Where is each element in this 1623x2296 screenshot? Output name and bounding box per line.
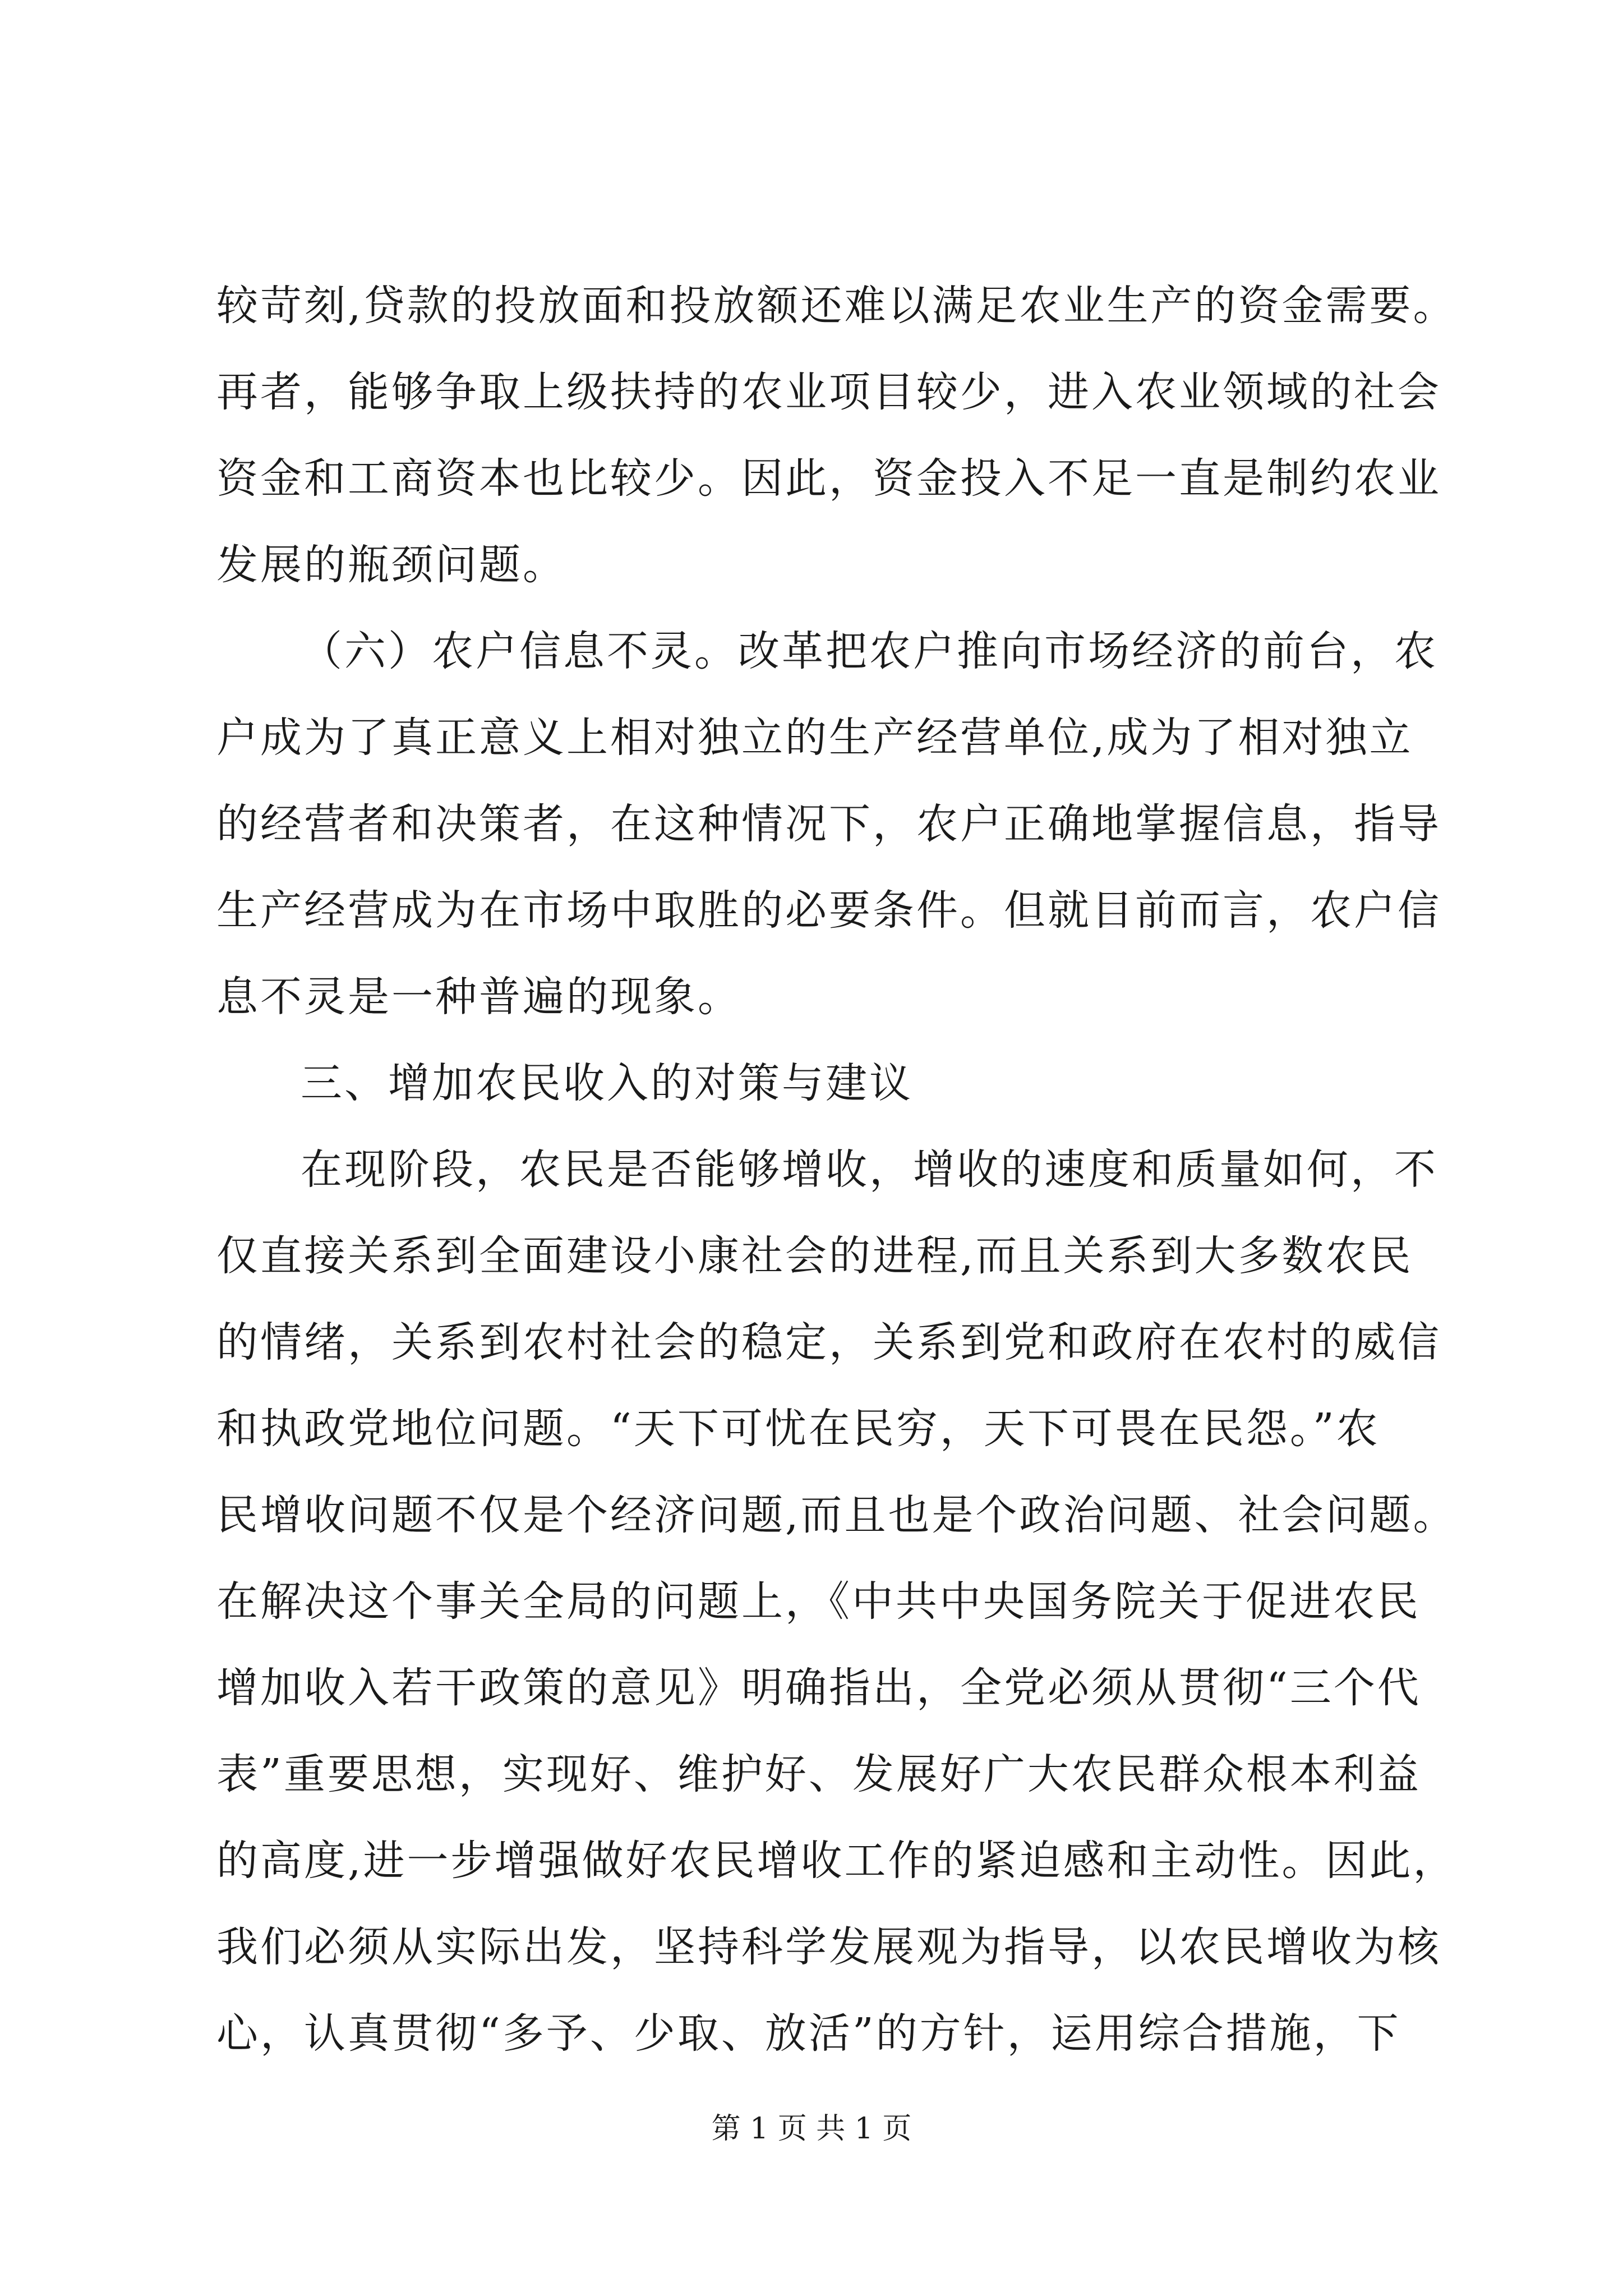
text-line: 仅直接关系到全面建设小康社会的进程,而且关系到大多数农民 [216, 1232, 1413, 1280]
text-line: 的情绪，关系到农村社会的稳定，关系到党和政府在农村的威信 [216, 1318, 1441, 1366]
text-line: 增加收入若干政策的意见》明确指出，全党必须从贯彻“三个代 [216, 1664, 1421, 1712]
text-line: 民增收问题不仅是个经济问题,而且也是个政治问题、社会问题。 [216, 1491, 1457, 1539]
section-heading: 三、增加农民收入的对策与建议 [301, 1059, 913, 1107]
text-line: 生产经营成为在市场中取胜的必要条件。但就目前而言，农户信 [216, 886, 1441, 935]
text-line: 我们必须从实际出发，坚持科学发展观为指导，以农民增收为核 [216, 1923, 1441, 1971]
text-line: 的高度,进一步增强做好农民增收工作的紧迫感和主动性。因此， [216, 1837, 1457, 1885]
text-line: 资金和工商资本也比较少。因此，资金投入不足一直是制约农业 [216, 454, 1441, 503]
text-line: 户成为了真正意义上相对独立的生产经营单位,成为了相对独立 [216, 714, 1413, 762]
text-line: 息不灵是一种普遍的现象。 [216, 973, 741, 1021]
text-line: 心，认真贯彻“多予、少取、放活”的方针，运用综合措施，下 [216, 2009, 1401, 2058]
text-line: 再者，能够争取上级扶持的农业项目较少，进入农业领域的社会 [216, 368, 1441, 416]
text-line: 较苛刻,贷款的投放面和投放额还难以满足农业生产的资金需要。 [216, 282, 1457, 330]
text-line: 表”重要思想，实现好、维护好、发展好广大农民群众根本利益 [216, 1750, 1421, 1798]
text-line: 的经营者和决策者，在这种情况下，农户正确地掌握信息，指导 [216, 800, 1441, 848]
section-heading-line: （六）农户信息不灵。改革把农户推向市场经济的前台，农 [301, 627, 1438, 675]
text-line: 发展的瓶颈问题。 [216, 541, 566, 589]
text-line: 和执政党地位问题。“天下可忧在民穷，天下可畏在民怨。”农 [216, 1405, 1380, 1453]
document-body [216, 263, 1457, 2077]
text-line: 在解决这个事关全局的问题上，《中共中央国务院关于促进农民 [216, 1577, 1421, 1626]
page-number-footer: 第 1 页 共 1 页 [711, 2112, 912, 2146]
paragraph-start-line: 在现阶段，农民是否能够增收，增收的速度和质量如何，不 [301, 1145, 1438, 1194]
